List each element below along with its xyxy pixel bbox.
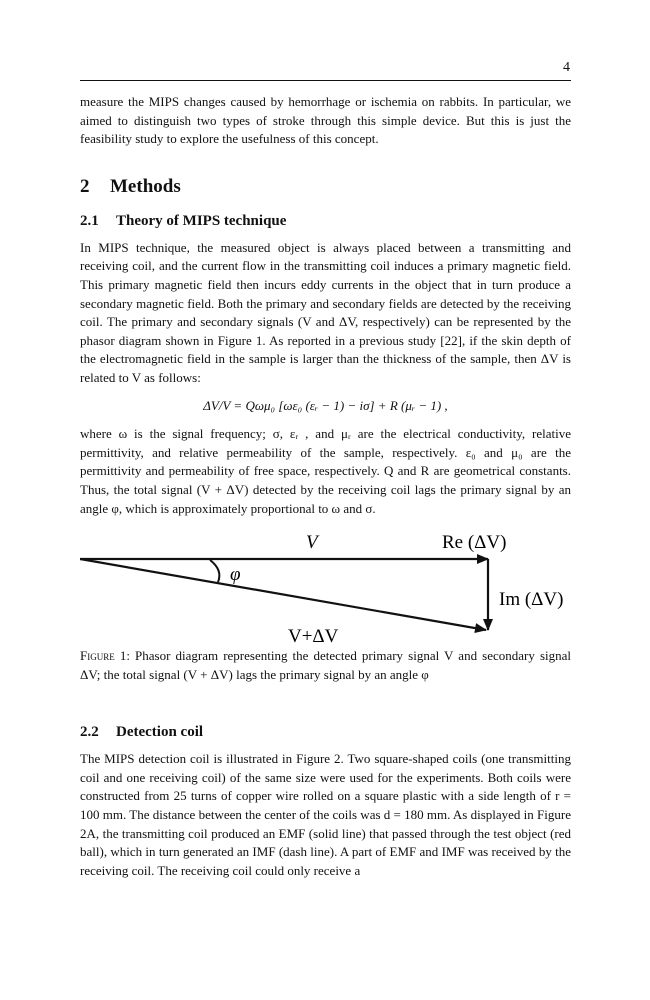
label-re-delta-v: Re (ΔV): [442, 532, 507, 554]
label-v-plus-delta-v: V+ΔV: [288, 626, 339, 648]
theory-paragraph: In MIPS technique, the measured object is always placed between a transmitting and receiving coil, and the current flow in the transmitting coil induces a primary magnetic field. This primary magnetic field then incurs eddy currents in the object that in turn produce a secondary magnetic field. Both the primary and secondary fields are detected by the receiving coil. The primary and secondary signals (V and ΔV, respectively) can be represented by the phasor diagram shown in Figure 1. As reported in a previous study [22], if the skin depth of the electromagnetic field in the sample is larger than the thickness of the sample, then ΔV is related to V as follows:: [80, 239, 571, 385]
section-title: Methods: [110, 175, 181, 197]
v-plus-delta-v-arrow: [80, 559, 486, 630]
caption-text: Phasor diagram representing the detected primary signal V and secondary signal ΔV; the total signal (V + ΔV) lags the primary signal by an angle φ: [80, 648, 572, 682]
subsection-heading-theory: [80, 211, 571, 231]
subsection-title: Detection coil: [116, 724, 204, 741]
section-heading-methods: [80, 175, 571, 199]
caption-label: Figure 1:: [80, 648, 130, 664]
subsection-number: 2.1: [80, 212, 99, 229]
phasor-diagram: [80, 532, 571, 647]
phi-angle-arc: [210, 560, 219, 582]
subsection-title: Theory of MIPS technique: [116, 212, 287, 229]
page-content: [80, 93, 571, 880]
intro-paragraph: measure the MIPS changes caused by hemorrhage or ischemia on rabbits. In particular, we aimed to distinguish two types of stroke through this simple device. But this is just the feasibility study to explore the usefulness of this concept.: [80, 94, 571, 147]
figure-1: [80, 532, 571, 684]
subsection-heading-detection-coil: [80, 722, 571, 742]
page-number: 4: [563, 60, 570, 75]
figure-1-caption: [80, 647, 571, 684]
subsection-number: 2.2: [80, 724, 99, 741]
label-v: V: [306, 532, 318, 554]
label-phi: φ: [230, 564, 241, 586]
equation: ΔV/V = Qωμ₀ [ωε₀ (εᵣ − 1) − iσ] + R (μᵣ − 1) ,: [203, 397, 448, 413]
section-number: 2: [80, 175, 90, 197]
after-equation-paragraph: where ω is the signal frequency; σ, εᵣ , and μᵣ are the electrical conductivity, relative permittivity, and relative permeability of the sample, respectively. ε₀ and μ₀ are the permittivity and permeability of free space, respectively. Q and R are geometrical constants. Thus, the total signal (V + ΔV) detected by the receiving coil lags the primary signal by an angle φ, which is approximately proportional to ω and σ.: [80, 426, 571, 516]
coil-paragraph: The MIPS detection coil is illustrated in Figure 2. Two square-shaped coils (one transmitting coil and one receiving coil) of the same size were used for the experiments. Both coils were constructed from 25 turns of copper wire rolled on a square plastic with a side length of r = 100 mm. The distance between the center of the coils was d = 180 mm. As displayed in Figure 2A, the transmitting coil produced an EMF (solid line) that passed through the test object (red ball), which in turn generated an IMF (dash line). A part of EMF and IMF was received by the receiving coil. The receiving coil could only receive a: [80, 751, 571, 878]
label-im-delta-v: Im (ΔV): [499, 589, 564, 611]
header-rule: [80, 80, 571, 81]
